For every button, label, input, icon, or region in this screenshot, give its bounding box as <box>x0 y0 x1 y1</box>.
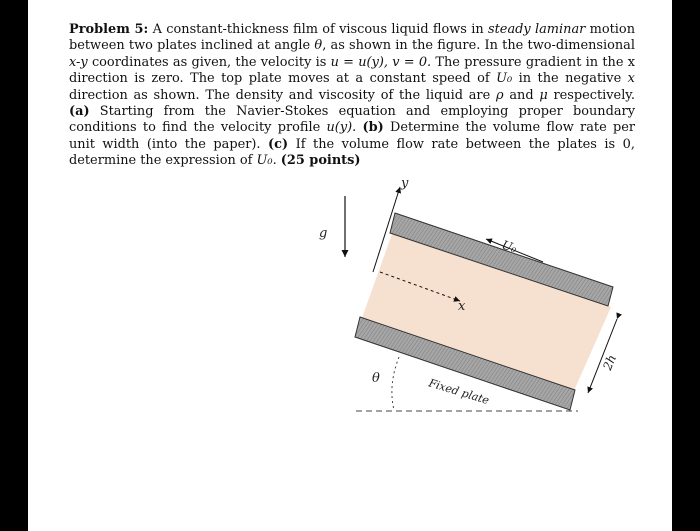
u0-label: U₀ <box>500 237 519 256</box>
text-run: The pressure gradient in the x direction is zero. The top plate moves at a constant speed of <box>69 54 635 87</box>
text-run: steady laminar <box>488 22 586 37</box>
points-label: (25 points) <box>280 153 361 169</box>
u0-symbol: U₀ <box>496 71 513 87</box>
thickness-label: 2h <box>600 352 620 373</box>
x-symbol: x <box>627 71 635 87</box>
text-run: in the negative <box>518 71 622 87</box>
text-run: and <box>509 87 534 103</box>
text-run: respectively. <box>553 87 635 103</box>
text-run: direction as shown. The density and viscosity of the liquid are <box>69 87 491 103</box>
text-run: coordinates as given, the velocity is <box>91 54 327 70</box>
angle-arc <box>392 357 399 410</box>
velocity-expression: u = u(y), v = 0. <box>330 54 432 70</box>
mu-symbol: μ <box>539 87 548 103</box>
text-run: A constant-thickness film of viscous liquid flows in <box>152 22 484 37</box>
fixed-plate-label: Fixed plate <box>427 376 491 408</box>
part-b-text: Determine the volume flow rate per unit width (into the paper). <box>69 120 635 152</box>
theta-label: θ <box>372 371 380 386</box>
xy-symbol: x-y <box>69 54 88 70</box>
u0-symbol-end: U₀. <box>256 153 277 169</box>
x-axis-label: x <box>458 299 466 314</box>
page <box>28 0 672 531</box>
text-run: , as shown in the figure. In the two-dimensional <box>322 38 635 54</box>
theta-symbol: θ <box>314 38 323 54</box>
rho-symbol: ρ <box>495 87 504 103</box>
part-c-label: (c) <box>268 136 289 152</box>
gravity-label: g <box>319 226 328 241</box>
inclined-plates-figure <box>28 0 672 531</box>
part-c-text: If the volume flow rate between the plates is 0, determine the expression of <box>69 136 635 169</box>
problem-heading: Problem 5: <box>69 22 149 37</box>
part-a-text: Starting from the Navier-Stokes equation and employing proper boundary conditions to find the velocity profile <box>69 104 635 136</box>
uy-symbol: u(y). <box>326 120 357 136</box>
part-b-label: (b) <box>362 120 384 136</box>
part-a-label: (a) <box>69 104 90 120</box>
y-axis-label: y <box>401 176 409 191</box>
text-run: motion between two plates inclined at angle <box>69 22 635 54</box>
